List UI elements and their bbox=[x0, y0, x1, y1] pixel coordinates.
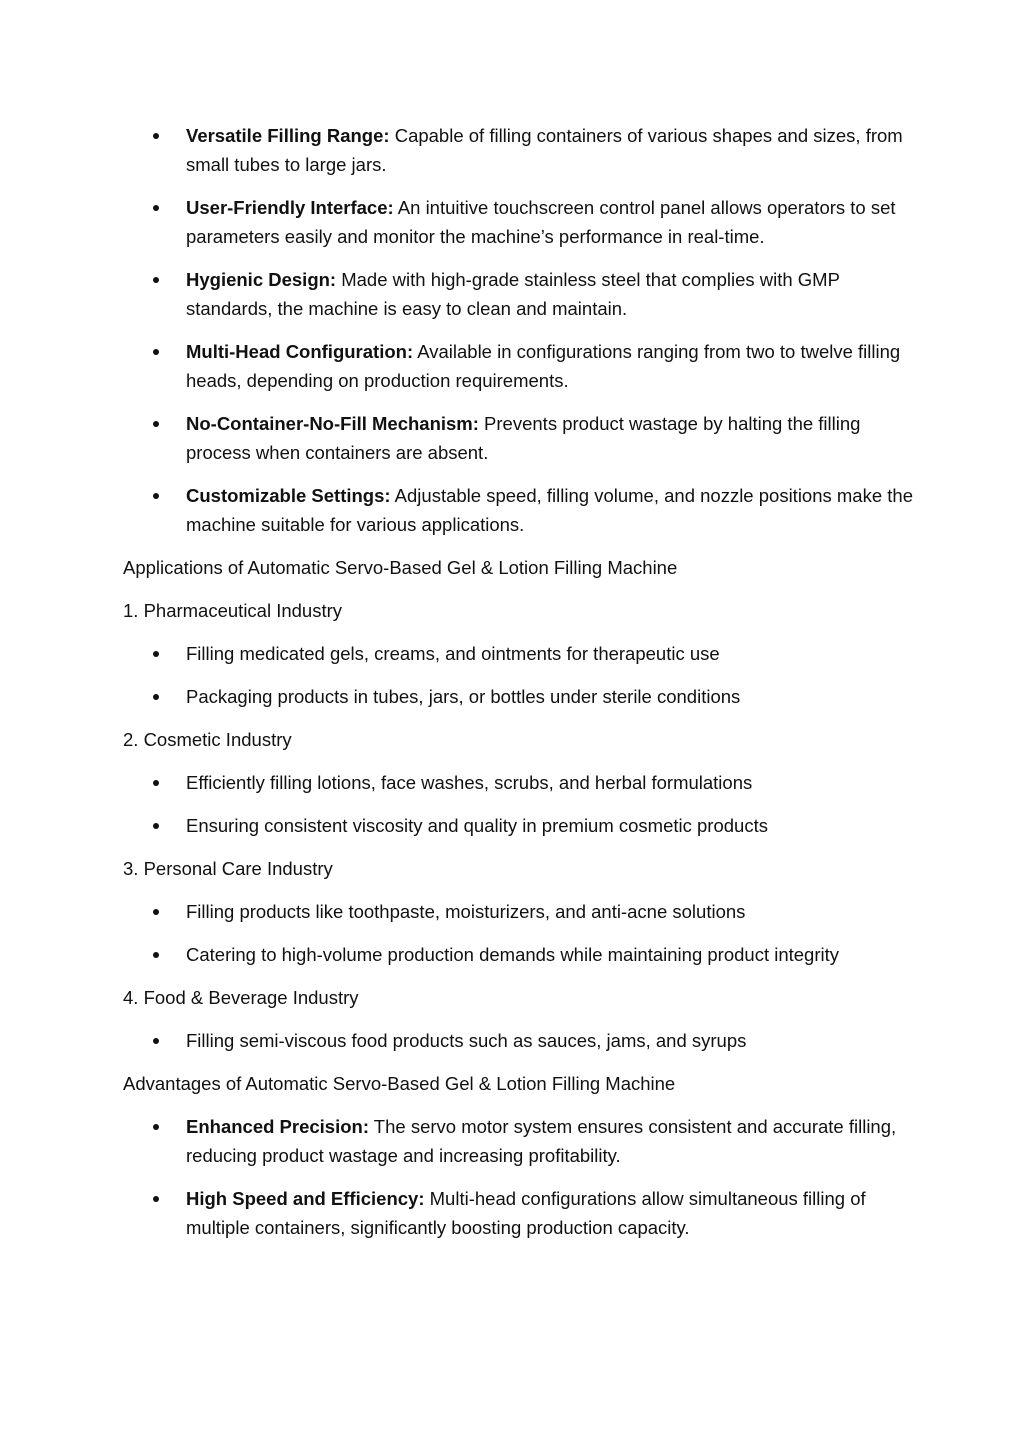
list-item bbox=[123, 897, 913, 926]
bullet-icon bbox=[153, 349, 159, 355]
bullet-icon bbox=[153, 952, 159, 958]
advantages-heading: Advantages of Automatic Servo-Based Gel & Lotion Filling Machine bbox=[123, 1073, 676, 1094]
industry-list bbox=[123, 639, 913, 711]
bullet-icon bbox=[153, 277, 159, 283]
bullet-icon bbox=[153, 133, 159, 139]
feature-text: An intuitive touchscreen control panel allows operators to set parameters easily and monitor the machine’s performance in real-time. bbox=[186, 197, 896, 247]
list-item bbox=[123, 682, 913, 711]
list-item-text: Filling medicated gels, creams, and ointments for therapeutic use bbox=[186, 643, 720, 664]
list-item bbox=[123, 811, 913, 840]
feature-item bbox=[123, 193, 913, 251]
advantage-text: Multi-head configurations allow simultaneous filling of multiple containers, significantly boosting production capacity. bbox=[186, 1188, 866, 1238]
feature-text: Capable of filling containers of various shapes and sizes, from small tubes to large jars. bbox=[186, 125, 903, 175]
bullet-icon bbox=[153, 1196, 159, 1202]
bullet-icon bbox=[153, 694, 159, 700]
feature-text: Prevents product wastage by halting the filling process when containers are absent. bbox=[186, 413, 861, 463]
advantage-text: The servo motor system ensures consistent and accurate filling, reducing product wastage and increasing profitability. bbox=[186, 1116, 897, 1166]
document-content bbox=[123, 121, 913, 1256]
feature-term: User-Friendly Interface: bbox=[186, 197, 394, 218]
advantages-list bbox=[123, 1112, 913, 1242]
bullet-icon bbox=[153, 651, 159, 657]
advantage-term: Enhanced Precision: bbox=[186, 1116, 369, 1137]
list-item bbox=[123, 1026, 913, 1055]
feature-term: No-Container-No-Fill Mechanism: bbox=[186, 413, 479, 434]
list-item-text: Filling products like toothpaste, moisturizers, and anti-acne solutions bbox=[186, 901, 746, 922]
list-item bbox=[123, 639, 913, 668]
advantage-term: High Speed and Efficiency: bbox=[186, 1188, 425, 1209]
list-item-text: Packaging products in tubes, jars, or bottles under sterile conditions bbox=[186, 686, 741, 707]
industry-title: 1. Pharmaceutical Industry bbox=[123, 600, 343, 621]
feature-text: Made with high-grade stainless steel that complies with GMP standards, the machine is easy to clean and maintain. bbox=[186, 269, 840, 319]
bullet-icon bbox=[153, 1038, 159, 1044]
list-item bbox=[123, 768, 913, 797]
feature-item bbox=[123, 337, 913, 395]
feature-item bbox=[123, 121, 913, 179]
advantage-item bbox=[123, 1112, 913, 1170]
industry-title: 3. Personal Care Industry bbox=[123, 858, 333, 879]
feature-item bbox=[123, 481, 913, 539]
industry-list bbox=[123, 897, 913, 969]
list-item-text: Filling semi-viscous food products such as sauces, jams, and syrups bbox=[186, 1030, 747, 1051]
feature-item bbox=[123, 265, 913, 323]
industry-list bbox=[123, 768, 913, 840]
feature-text: Available in configurations ranging from two to twelve filling heads, depending on production requirements. bbox=[186, 341, 901, 391]
bullet-icon bbox=[153, 421, 159, 427]
advantage-item bbox=[123, 1184, 913, 1242]
bullet-icon bbox=[153, 1124, 159, 1130]
bullet-icon bbox=[153, 205, 159, 211]
industry-list bbox=[123, 1026, 913, 1055]
bullet-icon bbox=[153, 780, 159, 786]
bullet-icon bbox=[153, 493, 159, 499]
list-item-text: Efficiently filling lotions, face washes, scrubs, and herbal formulations bbox=[186, 772, 753, 793]
list-item-text: Ensuring consistent viscosity and quality in premium cosmetic products bbox=[186, 815, 768, 836]
list-item bbox=[123, 940, 913, 969]
bullet-icon bbox=[153, 909, 159, 915]
feature-term: Multi-Head Configuration: bbox=[186, 341, 414, 362]
industry-title: 4. Food & Beverage Industry bbox=[123, 987, 359, 1008]
feature-item bbox=[123, 409, 913, 467]
feature-term: Hygienic Design: bbox=[186, 269, 337, 290]
features-list bbox=[123, 121, 913, 539]
bullet-icon bbox=[153, 823, 159, 829]
feature-text: Adjustable speed, filling volume, and nozzle positions make the machine suitable for various applications. bbox=[186, 485, 913, 535]
feature-term: Customizable Settings: bbox=[186, 485, 391, 506]
applications-heading: Applications of Automatic Servo-Based Gel & Lotion Filling Machine bbox=[123, 557, 678, 578]
feature-term: Versatile Filling Range: bbox=[186, 125, 390, 146]
industry-title: 2. Cosmetic Industry bbox=[123, 729, 292, 750]
list-item-text: Catering to high-volume production demands while maintaining product integrity bbox=[186, 944, 840, 965]
